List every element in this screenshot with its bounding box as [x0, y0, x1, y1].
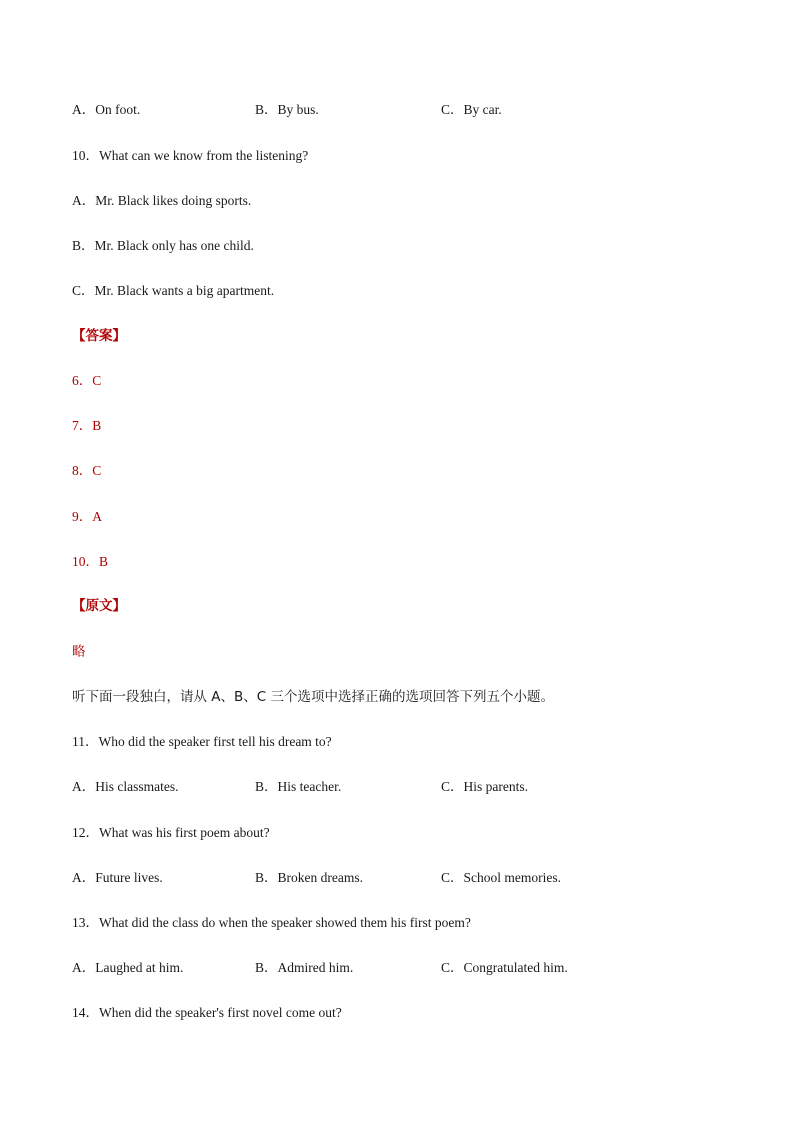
answer-item: 6．C — [72, 373, 102, 388]
answer-heading: 【答案】 — [72, 328, 126, 344]
q13-option-b: B．Admired him. — [255, 960, 354, 975]
q13-option-c: C．Congratulated him. — [441, 960, 568, 975]
q9-options — [72, 101, 752, 119]
answer-item: 9．A — [72, 509, 102, 524]
q12-question: 12．What was his first poem about? — [72, 825, 270, 840]
q11-option-a: A．His classmates. — [72, 779, 179, 794]
q12-options — [72, 869, 752, 887]
answer-item: 8．C — [72, 463, 102, 478]
q10-option-b: B．Mr. Black only has one child. — [72, 238, 254, 253]
transcript-text: 略 — [72, 644, 86, 660]
q11-options — [72, 778, 752, 796]
q12-option-b: B．Broken dreams. — [255, 870, 363, 885]
q9-option-c: C．By car. — [441, 102, 502, 117]
answer-item: 10．B — [72, 554, 109, 569]
q11-option-b: B．His teacher. — [255, 779, 342, 794]
q10-option-a: A．Mr. Black likes doing sports. — [72, 193, 252, 208]
q12-option-c: C．School memories. — [441, 870, 561, 885]
q10-question: 10．What can we know from the listening? — [72, 148, 309, 163]
q11-question: 11．Who did the speaker first tell his dream to? — [72, 734, 332, 749]
q14-question: 14．When did the speaker's first novel come out? — [72, 1005, 342, 1020]
q9-option-a: A．On foot. — [72, 102, 141, 117]
q11-option-c: C．His parents. — [441, 779, 528, 794]
q13-options — [72, 959, 752, 977]
q10-option-c: C．Mr. Black wants a big apartment. — [72, 283, 275, 298]
q13-option-a: A．Laughed at him. — [72, 960, 184, 975]
section-instruction: 听下面一段独白，请从 A、B、C 三个选项中选择正确的选项回答下列五个小题。 — [72, 689, 555, 705]
q12-option-a: A．Future lives. — [72, 870, 163, 885]
q13-question: 13．What did the class do when the speaker showed them his first poem? — [72, 915, 471, 930]
answer-item: 7．B — [72, 418, 102, 433]
q9-option-b: B．By bus. — [255, 102, 319, 117]
transcript-heading: 【原文】 — [72, 598, 126, 614]
